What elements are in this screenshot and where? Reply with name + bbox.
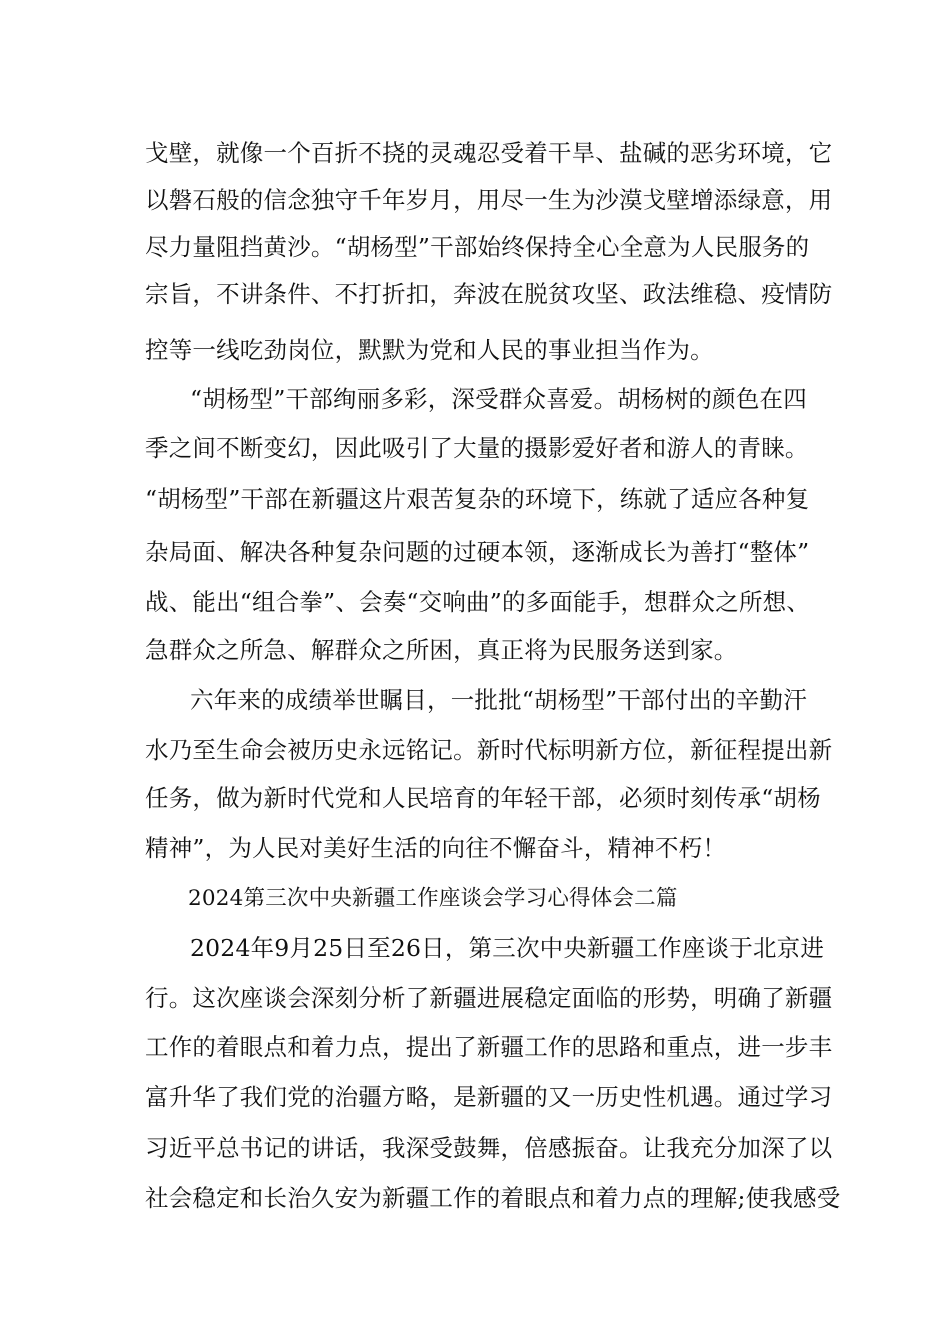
section-heading: 2024第三次中央新疆工作座谈会学习心得体会二篇 <box>188 886 678 911</box>
paragraph-line: 急群众之所急、解群众之所困，真正将为民服务送到家。 <box>145 636 738 664</box>
paragraph-line: 杂局面、解决各种复杂问题的过硬本领，逐渐成长为善打“整体” <box>145 538 810 566</box>
paragraph-line: 六年来的成绩举世瞩目，一批批“胡杨型”干部付出的辛勤汗 <box>190 686 807 714</box>
paragraph-line: “胡杨型”干部在新疆这片艰苦复杂的环境下，练就了适应各种复 <box>145 485 810 513</box>
paragraph-line: 战、能出“组合拳”、会奏“交响曲”的多面能手，想群众之所想、 <box>145 588 811 616</box>
paragraph-line: 任务，做为新时代党和人民培育的年轻干部，必须时刻传承“胡杨 <box>145 784 821 812</box>
paragraph-line: 行。这次座谈会深刻分析了新疆进展稳定面临的形势，明确了新疆 <box>145 984 833 1012</box>
paragraph-line: 工作的着眼点和着力点，提出了新疆工作的思路和重点，进一步丰 <box>145 1033 833 1061</box>
paragraph-line: 富升华了我们党的治疆方略，是新疆的又一历史性机遇。通过学习 <box>145 1083 833 1111</box>
paragraph-line: 控等一线吃劲岗位，默默为党和人民的事业担当作为。 <box>145 336 714 364</box>
paragraph-line: 季之间不断变幻，因此吸引了大量的摄影爱好者和游人的青睐。 <box>145 434 809 462</box>
paragraph-line: 精神”，为人民对美好生活的向往不懈奋斗，精神不朽！ <box>145 834 727 862</box>
paragraph-line: 宗旨，不讲条件、不打折扣，奔波在脱贫攻坚、政法维稳、疫情防 <box>145 280 833 308</box>
paragraph-line: 习近平总书记的讲话，我深受鼓舞，倍感振奋。让我充分加深了以 <box>145 1134 833 1162</box>
paragraph-line: 社会稳定和长治久安为新疆工作的着眼点和着力点的理解;使我感受 <box>145 1184 841 1212</box>
paragraph-line: 尽力量阻挡黄沙。“胡杨型”干部始终保持全心全意为人民服务的 <box>145 233 810 261</box>
paragraph-line: “胡杨型”干部绚丽多彩，深受群众喜爱。胡杨树的颜色在四 <box>190 385 807 413</box>
paragraph-line: 以磐石般的信念独守千年岁月，用尽一生为沙漠戈壁增添绿意，用 <box>145 186 833 214</box>
paragraph-line: 戈壁，就像一个百折不挠的灵魂忍受着干旱、盐碱的恶劣环境，它 <box>145 139 833 167</box>
paragraph-line: 水乃至生命会被历史永远铭记。新时代标明新方位，新征程提出新 <box>145 736 833 764</box>
paragraph-line: 2024年9月25日至26日，第三次中央新疆工作座谈于北京进 <box>190 934 825 962</box>
